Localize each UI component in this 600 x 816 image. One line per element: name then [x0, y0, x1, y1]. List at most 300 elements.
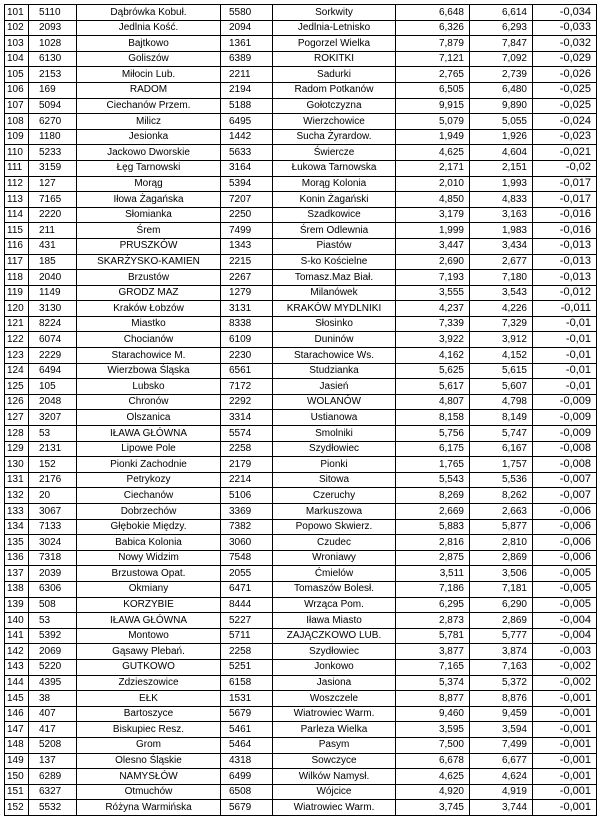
table-row	[5, 426, 597, 442]
difference-cell: -0,016	[533, 223, 597, 239]
table-body	[5, 5, 597, 816]
difference-cell: -0,002	[533, 659, 597, 675]
station-a-name-cell: Miłocin Lub.	[77, 67, 221, 83]
station-b-code-cell: 1279	[221, 285, 273, 301]
station-b-code-cell: 7499	[221, 223, 273, 239]
value-2-cell: 4,919	[470, 784, 533, 800]
difference-cell: -0,001	[533, 753, 597, 769]
value-2-cell: 3,594	[470, 722, 533, 738]
table-row	[5, 597, 597, 613]
station-a-name-cell: Ciechanów Przem.	[77, 98, 221, 114]
difference-cell: -0,002	[533, 675, 597, 691]
station-b-code-cell: 8338	[221, 316, 273, 332]
difference-cell: -0,021	[533, 145, 597, 161]
value-2-cell: 7,181	[470, 581, 533, 597]
row-number-cell: 120	[5, 301, 29, 317]
table-row	[5, 301, 597, 317]
difference-cell: -0,013	[533, 270, 597, 286]
row-number-cell: 147	[5, 722, 29, 738]
value-1-cell: 7,339	[396, 316, 470, 332]
table-row	[5, 145, 597, 161]
table-row	[5, 613, 597, 629]
value-2-cell: 6,293	[470, 20, 533, 36]
station-a-name-cell: Olszanica	[77, 410, 221, 426]
table-row	[5, 5, 597, 21]
value-1-cell: 7,500	[396, 737, 470, 753]
table-row	[5, 644, 597, 660]
value-2-cell: 8,149	[470, 410, 533, 426]
value-1-cell: 1,765	[396, 457, 470, 473]
value-1-cell: 5,625	[396, 363, 470, 379]
difference-cell: -0,011	[533, 301, 597, 317]
value-2-cell: 7,163	[470, 659, 533, 675]
station-b-code-cell: 6508	[221, 784, 273, 800]
station-a-name-cell: Bajtkowo	[77, 36, 221, 52]
station-a-code-cell: 2220	[29, 207, 77, 223]
difference-cell: -0,009	[533, 426, 597, 442]
station-b-name-cell: Sowczyce	[273, 753, 396, 769]
station-b-code-cell: 2194	[221, 82, 273, 98]
difference-cell: -0,001	[533, 737, 597, 753]
difference-cell: -0,012	[533, 285, 597, 301]
station-b-code-cell: 2292	[221, 394, 273, 410]
table-row	[5, 67, 597, 83]
station-a-code-cell: 6306	[29, 581, 77, 597]
station-b-name-cell: Szydłowiec	[273, 644, 396, 660]
station-a-code-cell: 5208	[29, 737, 77, 753]
difference-cell: -0,001	[533, 769, 597, 785]
value-2-cell: 8,262	[470, 488, 533, 504]
station-a-name-cell: Jesionka	[77, 129, 221, 145]
station-b-code-cell: 8444	[221, 597, 273, 613]
value-2-cell: 2,677	[470, 254, 533, 270]
value-1-cell: 2,873	[396, 613, 470, 629]
table-row	[5, 238, 597, 254]
row-number-cell: 146	[5, 706, 29, 722]
value-2-cell: 5,747	[470, 426, 533, 442]
difference-cell: -0,008	[533, 441, 597, 457]
station-a-name-cell: Morąg	[77, 176, 221, 192]
difference-cell: -0,007	[533, 488, 597, 504]
station-b-code-cell: 5464	[221, 737, 273, 753]
station-b-code-cell: 2179	[221, 457, 273, 473]
value-2-cell: 3,543	[470, 285, 533, 301]
station-b-name-cell: Wierzchowice	[273, 114, 396, 130]
station-b-name-cell: Duninów	[273, 332, 396, 348]
station-b-name-cell: Parleza Wielka	[273, 722, 396, 738]
station-b-name-cell: Radom Potkanów	[273, 82, 396, 98]
difference-cell: -0,013	[533, 238, 597, 254]
station-b-code-cell: 5227	[221, 613, 273, 629]
station-b-code-cell: 7172	[221, 379, 273, 395]
station-b-code-cell: 6561	[221, 363, 273, 379]
station-b-name-cell: Szydłowiec	[273, 441, 396, 457]
table-row	[5, 254, 597, 270]
station-a-name-cell: Bartoszyce	[77, 706, 221, 722]
station-b-name-cell: Szadkowice	[273, 207, 396, 223]
difference-cell: -0,008	[533, 457, 597, 473]
table-row	[5, 363, 597, 379]
station-a-code-cell: 431	[29, 238, 77, 254]
station-a-name-cell: Dąbrówka Kobuł.	[77, 5, 221, 21]
station-b-name-cell: Studzianka	[273, 363, 396, 379]
station-b-name-cell: Gołotczyzna	[273, 98, 396, 114]
value-2-cell: 6,167	[470, 441, 533, 457]
value-2-cell: 4,798	[470, 394, 533, 410]
station-a-code-cell: 7318	[29, 550, 77, 566]
station-b-code-cell: 2267	[221, 270, 273, 286]
value-1-cell: 5,617	[396, 379, 470, 395]
difference-cell: -0,025	[533, 98, 597, 114]
value-1-cell: 4,237	[396, 301, 470, 317]
value-1-cell: 7,165	[396, 659, 470, 675]
value-1-cell: 8,269	[396, 488, 470, 504]
station-b-name-cell: Wiatrowiec Warm.	[273, 706, 396, 722]
station-a-name-cell: Jackowo Dworskie	[77, 145, 221, 161]
value-2-cell: 7,499	[470, 737, 533, 753]
row-number-cell: 125	[5, 379, 29, 395]
row-number-cell: 145	[5, 691, 29, 707]
station-b-code-cell: 1361	[221, 36, 273, 52]
station-b-name-cell: Jonkowo	[273, 659, 396, 675]
station-a-name-cell: Ciechanów	[77, 488, 221, 504]
station-b-code-cell: 5394	[221, 176, 273, 192]
difference-cell: -0,032	[533, 36, 597, 52]
value-2-cell: 2,663	[470, 504, 533, 520]
station-a-code-cell: 6270	[29, 114, 77, 130]
row-number-cell: 140	[5, 613, 29, 629]
row-number-cell: 115	[5, 223, 29, 239]
row-number-cell: 139	[5, 597, 29, 613]
table-row	[5, 675, 597, 691]
station-b-name-cell: Markuszowa	[273, 504, 396, 520]
difference-cell: -0,004	[533, 613, 597, 629]
row-number-cell: 112	[5, 176, 29, 192]
row-number-cell: 150	[5, 769, 29, 785]
difference-cell: -0,01	[533, 332, 597, 348]
station-a-code-cell: 211	[29, 223, 77, 239]
row-number-cell: 144	[5, 675, 29, 691]
value-1-cell: 6,678	[396, 753, 470, 769]
row-number-cell: 129	[5, 441, 29, 457]
row-number-cell: 138	[5, 581, 29, 597]
difference-cell: -0,006	[533, 519, 597, 535]
row-number-cell: 118	[5, 270, 29, 286]
table-row	[5, 488, 597, 504]
station-b-name-cell: Sorkwity	[273, 5, 396, 21]
row-number-cell: 121	[5, 316, 29, 332]
row-number-cell: 137	[5, 566, 29, 582]
station-a-name-cell: GUTKOWO	[77, 659, 221, 675]
table-row	[5, 285, 597, 301]
value-1-cell: 2,875	[396, 550, 470, 566]
value-1-cell: 9,915	[396, 98, 470, 114]
station-b-name-cell: Świercze	[273, 145, 396, 161]
row-number-cell: 123	[5, 348, 29, 364]
station-b-code-cell: 5106	[221, 488, 273, 504]
difference-cell: -0,001	[533, 800, 597, 816]
value-1-cell: 2,690	[396, 254, 470, 270]
row-number-cell: 102	[5, 20, 29, 36]
row-number-cell: 143	[5, 659, 29, 675]
station-distance-table	[4, 4, 597, 816]
value-1-cell: 3,555	[396, 285, 470, 301]
row-number-cell: 141	[5, 628, 29, 644]
value-1-cell: 3,179	[396, 207, 470, 223]
station-a-code-cell: 6130	[29, 51, 77, 67]
station-b-name-cell: Wilków Namysł.	[273, 769, 396, 785]
station-a-code-cell: 5233	[29, 145, 77, 161]
station-a-code-cell: 3130	[29, 301, 77, 317]
value-2-cell: 1,757	[470, 457, 533, 473]
station-b-name-cell: Pasym	[273, 737, 396, 753]
value-1-cell: 6,326	[396, 20, 470, 36]
station-b-code-cell: 5633	[221, 145, 273, 161]
station-a-name-cell: NAMYSŁÓW	[77, 769, 221, 785]
station-b-code-cell: 2055	[221, 566, 273, 582]
table-row	[5, 550, 597, 566]
station-b-code-cell: 7548	[221, 550, 273, 566]
station-a-name-cell: Chocianów	[77, 332, 221, 348]
station-a-code-cell: 1149	[29, 285, 77, 301]
station-b-name-cell: Jasień	[273, 379, 396, 395]
value-2-cell: 6,677	[470, 753, 533, 769]
value-1-cell: 2,171	[396, 160, 470, 176]
difference-cell: -0,003	[533, 644, 597, 660]
station-a-code-cell: 1028	[29, 36, 77, 52]
document-page	[4, 4, 596, 816]
value-2-cell: 5,055	[470, 114, 533, 130]
value-1-cell: 2,010	[396, 176, 470, 192]
station-a-code-cell: 53	[29, 426, 77, 442]
difference-cell: -0,023	[533, 129, 597, 145]
row-number-cell: 106	[5, 82, 29, 98]
difference-cell: -0,001	[533, 784, 597, 800]
station-a-code-cell: 6074	[29, 332, 77, 348]
value-1-cell: 7,193	[396, 270, 470, 286]
difference-cell: -0,025	[533, 82, 597, 98]
station-a-name-cell: Petrykozy	[77, 472, 221, 488]
table-row	[5, 737, 597, 753]
value-1-cell: 4,807	[396, 394, 470, 410]
station-b-code-cell: 5188	[221, 98, 273, 114]
station-a-name-cell: GRODZ MAZ	[77, 285, 221, 301]
station-b-code-cell: 6471	[221, 581, 273, 597]
row-number-cell: 113	[5, 192, 29, 208]
station-a-code-cell: 5532	[29, 800, 77, 816]
station-a-code-cell: 1180	[29, 129, 77, 145]
station-a-code-cell: 2039	[29, 566, 77, 582]
station-b-name-cell: Łukowa Tarnowska	[273, 160, 396, 176]
station-a-name-cell: Wierzbowa Śląska	[77, 363, 221, 379]
difference-cell: -0,01	[533, 363, 597, 379]
station-a-name-cell: Otmuchów	[77, 784, 221, 800]
row-number-cell: 108	[5, 114, 29, 130]
table-row	[5, 36, 597, 52]
value-2-cell: 8,876	[470, 691, 533, 707]
station-a-name-cell: IŁAWA GŁÓWNA	[77, 426, 221, 442]
station-b-name-cell: Sucha Żyrardow.	[273, 129, 396, 145]
station-a-code-cell: 3067	[29, 504, 77, 520]
station-b-name-cell: ZAJĄCZKOWO LUB.	[273, 628, 396, 644]
table-row	[5, 348, 597, 364]
difference-cell: -0,024	[533, 114, 597, 130]
row-number-cell: 135	[5, 535, 29, 551]
value-2-cell: 7,329	[470, 316, 533, 332]
station-a-name-cell: Śrem	[77, 223, 221, 239]
station-b-name-cell: KRAKÓW MYDLNIKI	[273, 301, 396, 317]
station-b-code-cell: 6158	[221, 675, 273, 691]
station-a-name-cell: Łęg Tarnowski	[77, 160, 221, 176]
station-a-code-cell: 137	[29, 753, 77, 769]
station-b-name-cell: Ustianowa	[273, 410, 396, 426]
value-2-cell: 2,810	[470, 535, 533, 551]
row-number-cell: 109	[5, 129, 29, 145]
station-a-name-cell: Miastko	[77, 316, 221, 332]
value-1-cell: 2,816	[396, 535, 470, 551]
station-b-name-cell: Jasiona	[273, 675, 396, 691]
table-row	[5, 581, 597, 597]
table-row	[5, 192, 597, 208]
station-a-code-cell: 8224	[29, 316, 77, 332]
row-number-cell: 104	[5, 51, 29, 67]
value-1-cell: 6,295	[396, 597, 470, 613]
value-2-cell: 5,607	[470, 379, 533, 395]
station-b-code-cell: 7382	[221, 519, 273, 535]
difference-cell: -0,006	[533, 504, 597, 520]
row-number-cell: 114	[5, 207, 29, 223]
difference-cell: -0,009	[533, 394, 597, 410]
station-b-name-cell: Popowo Skwierz.	[273, 519, 396, 535]
table-row	[5, 504, 597, 520]
value-1-cell: 3,745	[396, 800, 470, 816]
station-a-name-cell: Jedlnia Kość.	[77, 20, 221, 36]
table-row	[5, 691, 597, 707]
station-a-name-cell: Starachowice M.	[77, 348, 221, 364]
station-a-code-cell: 508	[29, 597, 77, 613]
difference-cell: -0,001	[533, 722, 597, 738]
station-b-code-cell: 5679	[221, 706, 273, 722]
table-row	[5, 379, 597, 395]
value-2-cell: 4,604	[470, 145, 533, 161]
table-row	[5, 114, 597, 130]
station-a-code-cell: 5392	[29, 628, 77, 644]
station-a-code-cell: 2040	[29, 270, 77, 286]
station-b-code-cell: 2214	[221, 472, 273, 488]
value-1-cell: 6,175	[396, 441, 470, 457]
station-a-code-cell: 2069	[29, 644, 77, 660]
row-number-cell: 117	[5, 254, 29, 270]
station-a-code-cell: 53	[29, 613, 77, 629]
station-a-code-cell: 417	[29, 722, 77, 738]
station-b-code-cell: 5574	[221, 426, 273, 442]
station-a-name-cell: Gąsawy Plebań.	[77, 644, 221, 660]
station-a-name-cell: EŁK	[77, 691, 221, 707]
station-a-code-cell: 7133	[29, 519, 77, 535]
value-2-cell: 2,739	[470, 67, 533, 83]
station-b-name-cell: Sadurki	[273, 67, 396, 83]
station-b-code-cell: 5251	[221, 659, 273, 675]
station-a-name-cell: Iłowa Żagańska	[77, 192, 221, 208]
value-1-cell: 7,879	[396, 36, 470, 52]
value-2-cell: 5,615	[470, 363, 533, 379]
station-b-name-cell: S-ko Kościelne	[273, 254, 396, 270]
station-b-name-cell: Konin Żagański	[273, 192, 396, 208]
value-2-cell: 2,151	[470, 160, 533, 176]
row-number-cell: 126	[5, 394, 29, 410]
value-2-cell: 5,777	[470, 628, 533, 644]
station-b-code-cell: 2258	[221, 441, 273, 457]
station-b-name-cell: Czudec	[273, 535, 396, 551]
table-row	[5, 659, 597, 675]
value-2-cell: 9,459	[470, 706, 533, 722]
difference-cell: -0,01	[533, 379, 597, 395]
row-number-cell: 105	[5, 67, 29, 83]
station-a-name-cell: Dobrzechów	[77, 504, 221, 520]
station-a-code-cell: 5094	[29, 98, 77, 114]
station-a-name-cell: Głębokie Między.	[77, 519, 221, 535]
station-b-name-cell: Ćmielów	[273, 566, 396, 582]
value-1-cell: 4,920	[396, 784, 470, 800]
table-row	[5, 535, 597, 551]
station-b-name-cell: Tomaszów Bolesł.	[273, 581, 396, 597]
value-1-cell: 2,669	[396, 504, 470, 520]
table-row	[5, 566, 597, 582]
value-1-cell: 4,625	[396, 769, 470, 785]
station-a-code-cell: 4395	[29, 675, 77, 691]
row-number-cell: 148	[5, 737, 29, 753]
value-1-cell: 5,781	[396, 628, 470, 644]
station-a-name-cell: Pionki Zachodnie	[77, 457, 221, 473]
station-a-code-cell: 169	[29, 82, 77, 98]
table-row	[5, 160, 597, 176]
station-b-code-cell: 2215	[221, 254, 273, 270]
station-b-code-cell: 3369	[221, 504, 273, 520]
station-a-code-cell: 105	[29, 379, 77, 395]
value-2-cell: 3,506	[470, 566, 533, 582]
station-a-name-cell: RADOM	[77, 82, 221, 98]
station-b-code-cell: 7207	[221, 192, 273, 208]
value-2-cell: 3,163	[470, 207, 533, 223]
station-b-name-cell: Tomasz.Maz Biał.	[273, 270, 396, 286]
row-number-cell: 110	[5, 145, 29, 161]
value-1-cell: 3,447	[396, 238, 470, 254]
table-row	[5, 706, 597, 722]
value-1-cell: 4,850	[396, 192, 470, 208]
station-a-code-cell: 127	[29, 176, 77, 192]
row-number-cell: 133	[5, 504, 29, 520]
station-b-name-cell: Wrząca Pom.	[273, 597, 396, 613]
value-1-cell: 6,648	[396, 5, 470, 21]
difference-cell: -0,013	[533, 254, 597, 270]
station-b-code-cell: 2094	[221, 20, 273, 36]
station-a-code-cell: 2093	[29, 20, 77, 36]
station-a-code-cell: 2176	[29, 472, 77, 488]
value-1-cell: 9,460	[396, 706, 470, 722]
table-row	[5, 82, 597, 98]
value-2-cell: 3,744	[470, 800, 533, 816]
value-1-cell: 5,079	[396, 114, 470, 130]
station-a-code-cell: 3207	[29, 410, 77, 426]
station-a-name-cell: Kraków Łobzów	[77, 301, 221, 317]
row-number-cell: 119	[5, 285, 29, 301]
table-row	[5, 628, 597, 644]
value-2-cell: 4,152	[470, 348, 533, 364]
station-b-code-cell: 3314	[221, 410, 273, 426]
row-number-cell: 122	[5, 332, 29, 348]
difference-cell: -0,033	[533, 20, 597, 36]
table-row	[5, 784, 597, 800]
